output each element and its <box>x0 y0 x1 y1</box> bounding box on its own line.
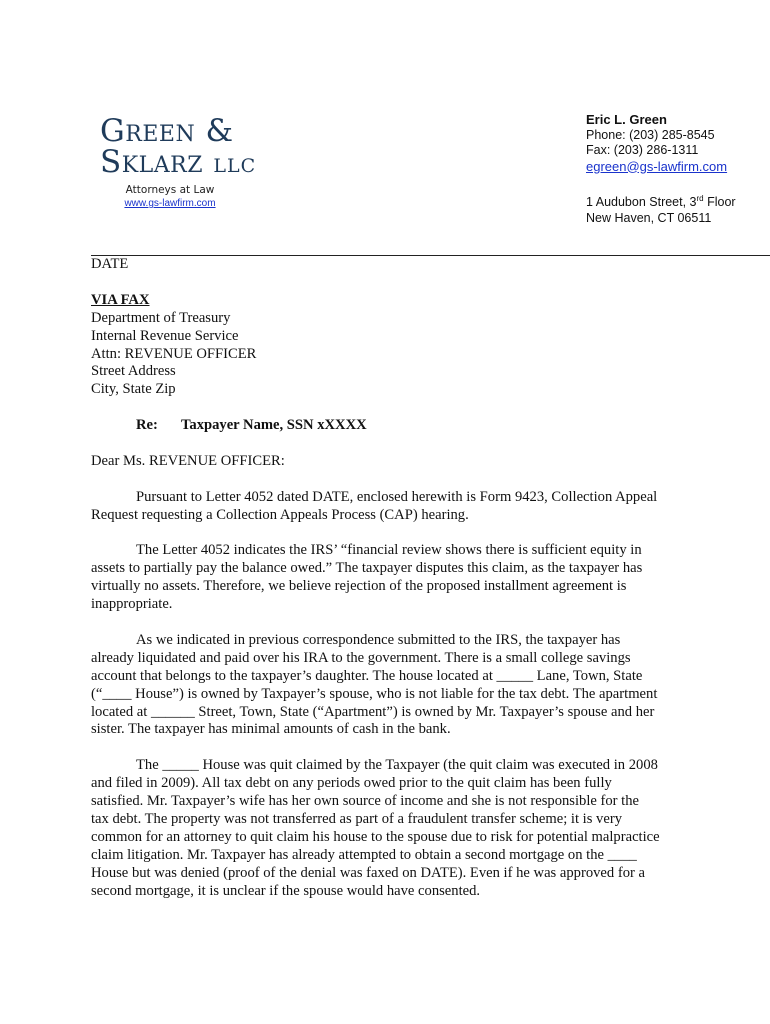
recipient-line: City, State Zip <box>91 381 176 398</box>
contact-email-link[interactable]: egreen@gs-lawfirm.com <box>586 158 728 174</box>
recipient-line: Department of Treasury <box>91 309 231 326</box>
paragraph-line: second mortgage, it is unclear if the spouse would have consented. <box>91 882 481 899</box>
paragraph-line: Pursuant to Letter 4052 dated DATE, enclosed herewith is Form 9423, Collection Appeal <box>136 488 658 505</box>
subject-label: Re: <box>136 417 158 434</box>
paragraph-line: common for an attorney to quit claim his house to the spouse due to risk for potential malpractice <box>91 828 660 845</box>
letter-date: DATE <box>91 256 129 272</box>
delivery-method: VIA FAX <box>91 291 150 308</box>
firm-logo <box>100 113 270 182</box>
firm-logo-suffix: LLC <box>213 155 257 177</box>
paragraph-line: House but was denied (proof of the denial was faxed on DATE). Even if he was approved for a <box>91 864 645 881</box>
contact-street <box>586 191 736 211</box>
paragraph-line: Request requesting a Collection Appeals Process (CAP) hearing. <box>91 506 469 523</box>
recipient-line: Attn: REVENUE OFFICER <box>91 345 257 362</box>
contact-phone: Phone: (203) 285-8545 <box>586 127 715 142</box>
recipient-line: Internal Revenue Service <box>91 327 239 344</box>
letter-body <box>91 256 691 901</box>
paragraph-line: The _____ House was quit claimed by the Taxpayer (the quit claim was executed in 2008 <box>136 757 658 774</box>
contact-block <box>586 112 736 226</box>
paragraph-line: and filed in 2009). All tax debt on any periods owed prior to the quit claim has been fully <box>91 775 612 792</box>
contact-name: Eric L. Green <box>586 112 667 127</box>
paragraph-line: As we indicated in previous correspondence submitted to the IRS, the taxpayer has <box>136 631 621 648</box>
firm-tagline: Attorneys at Law <box>125 184 215 196</box>
paragraph-line: inappropriate. <box>91 596 173 613</box>
paragraph-line: account that belongs to the taxpayer’s daughter. The house located at _____ Lane, Town, State <box>91 667 643 684</box>
paragraph-line: sister. The taxpayer has minimal amounts of cash in the bank. <box>91 721 451 738</box>
firm-logo-name: Sklarz <box>100 144 204 180</box>
contact-fax: Fax: (203) 286-1311 <box>586 143 699 157</box>
firm-website-link[interactable]: www.gs-lawfirm.com <box>124 198 216 209</box>
contact-street-floor: Floor <box>703 195 736 210</box>
recipient-line: Street Address <box>91 363 176 380</box>
paragraph-line: assets to partially pay the balance owed.” The taxpayer disputes this claim, as the taxpayer has <box>91 560 643 577</box>
paragraph-line: tax debt. The property was not transferred as part of a fraudulent transfer scheme; it is very <box>91 810 622 827</box>
contact-street-main: 1 Audubon Street, 3 <box>586 195 697 210</box>
salutation: Dear Ms. REVENUE OFFICER: <box>91 452 285 469</box>
paragraph-line: claim litigation. Mr. Taxpayer has already attempted to obtain a second mortgage on the ____ <box>91 846 637 863</box>
paragraph-line: The Letter 4052 indicates the IRS’ “financial review shows there is sufficient equity in <box>136 542 642 559</box>
paragraph-line: located at ______ Street, Town, State (“Apartment”) is owned by Mr. Taxpayer’s spouse and her <box>91 703 655 720</box>
paragraph-line: (“____ House”) is owned by Taxpayer’s spouse, who is not liable for the tax debt. The apartment <box>91 685 658 702</box>
paragraph-line: satisfied. Mr. Taxpayer’s wife has her own source of income and she is not responsible for the <box>91 793 639 810</box>
paragraph-line: virtually no assets. Therefore, we believe rejection of the proposed installment agreement is <box>91 578 627 595</box>
paragraph-line: already liquidated and paid over his IRA to the government. There is a small college savings <box>91 649 631 666</box>
subject-line <box>91 417 691 435</box>
contact-city: New Haven, CT 06511 <box>586 210 712 225</box>
firm-logo-line2 <box>100 144 270 182</box>
subject-text: Taxpayer Name, SSN xXXXX <box>181 417 367 434</box>
firm-logo-line1: Green & <box>100 113 234 149</box>
contact-street-ordinal: rd <box>696 194 704 203</box>
